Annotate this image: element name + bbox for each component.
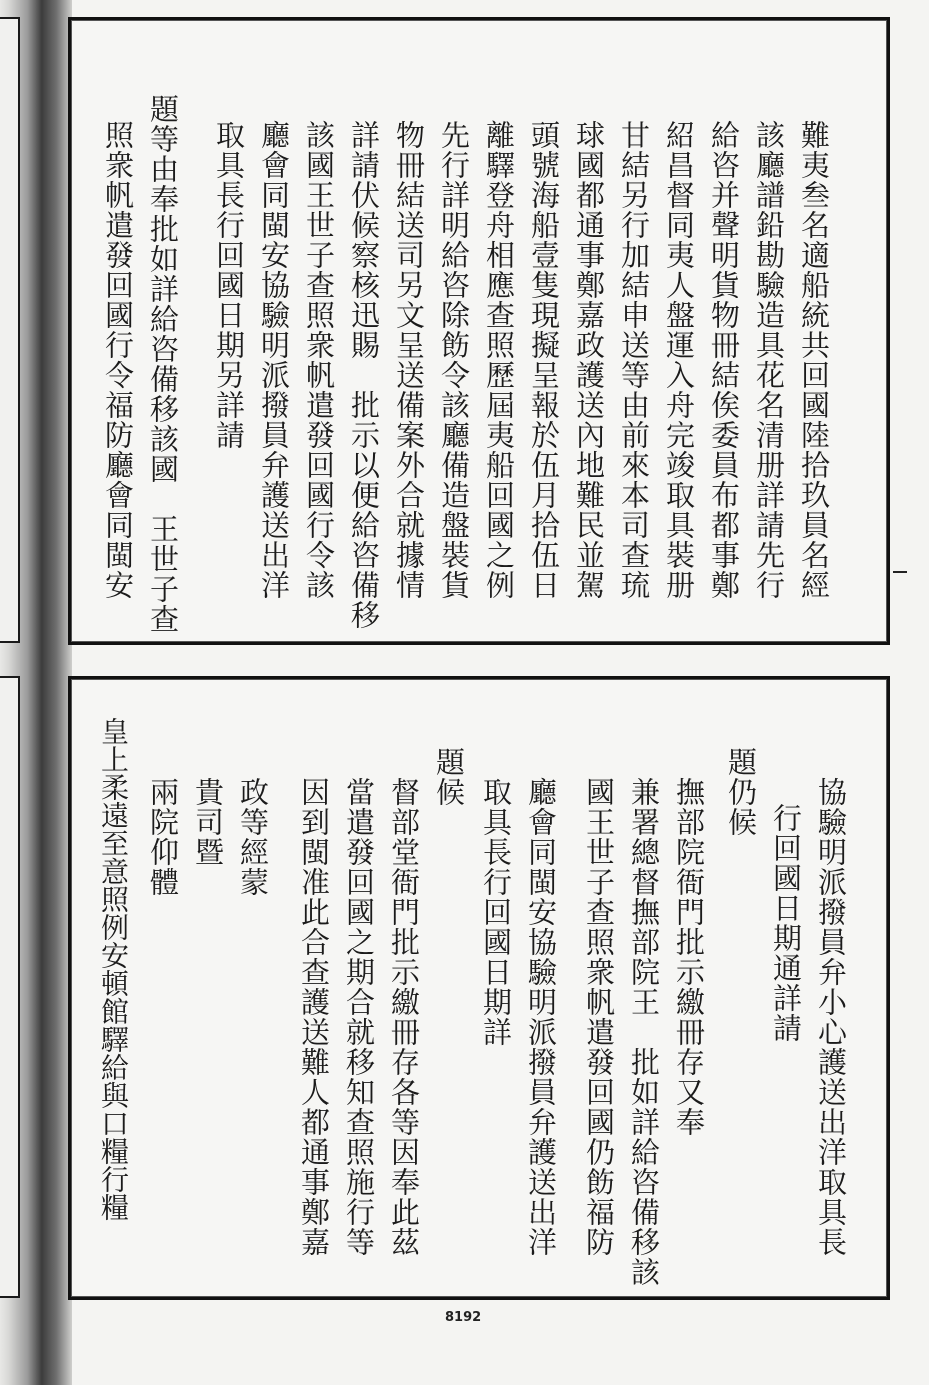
- text-column: 詳請伏候察核迅賜 批示以便給咨備移: [347, 120, 381, 630]
- text-column: 兼署總督撫部院王 批如詳給咨備移該: [627, 777, 661, 1287]
- text-column: 給咨并聲明貨物冊結俟委員布都事鄭: [707, 120, 741, 600]
- text-column: 政等經蒙: [236, 777, 270, 897]
- text-column: 題等由奉批如詳給咨備移該國 王世子查: [146, 94, 180, 634]
- text-column: 該國王世子查照衆帆遣發回國行令該: [302, 120, 336, 600]
- text-column: 貴司暨: [191, 777, 225, 867]
- text-column: 取具長行回國日期另詳請: [212, 120, 246, 450]
- text-column: 當遣發回國之期合就移知查照施行等: [342, 777, 376, 1257]
- text-column: 因到閩准此合查護送難人都通事鄭嘉: [297, 777, 331, 1257]
- text-column: 球國都通事鄭嘉政護送內地難民並駕: [572, 120, 606, 600]
- upper-manuscript-panel: [68, 17, 890, 645]
- text-column: 甘結另行加結申送等由前來本司查琉: [617, 120, 651, 600]
- text-column: 兩院仰體: [146, 777, 180, 897]
- text-column: 題候: [432, 747, 466, 807]
- text-column: 行回國日期通詳請: [769, 803, 803, 1043]
- text-column: 該廳譜鉛勘驗造具花名清册詳請先行: [752, 120, 786, 600]
- text-column: 題仍候: [724, 747, 758, 837]
- text-column: 難夷叁名適船統共回國陸拾玖員名經: [797, 120, 831, 600]
- text-column: 廳會同閩安協驗明派撥員弁護送出洋: [257, 120, 291, 600]
- text-column: 離驛登舟相應查照歷屆夷船回國之例: [482, 120, 516, 600]
- margin-mark: [893, 571, 907, 573]
- text-column: 協驗明派撥員弁小心護送出洋取具長: [814, 777, 848, 1257]
- lower-manuscript-panel: [68, 676, 890, 1300]
- text-column: 取具長行回國日期詳: [479, 777, 513, 1047]
- text-column: 紹昌督同夷人盤運入舟完竣取具裝册: [662, 120, 696, 600]
- text-column: 頭號海船壹隻現擬呈報於伍月拾伍日: [527, 120, 561, 600]
- text-column: 先行詳明給咨除飭令該廳備造盤裝貨: [437, 120, 471, 600]
- text-column: 撫部院衙門批示繳冊存又奉: [672, 777, 706, 1137]
- text-column: 國王世子查照衆帆遣發回國仍飭福防: [582, 777, 616, 1257]
- page-number: 8192: [445, 1310, 482, 1325]
- previous-page-frame-bottom: [0, 676, 20, 1298]
- text-column: 照衆帆遣發回國行令福防廳會同閩安: [101, 120, 135, 600]
- text-column: 廳會同閩安協驗明派撥員弁護送出洋: [524, 777, 558, 1257]
- previous-page-frame-top: [0, 17, 20, 643]
- text-column: 物冊結送司另文呈送備案外合就據情: [392, 120, 426, 600]
- text-column: 皇上柔遠至意照例安頓館驛給與口糧行糧: [97, 717, 130, 1221]
- text-column: 督部堂衙門批示繳冊存各等因奉此茲: [387, 777, 421, 1257]
